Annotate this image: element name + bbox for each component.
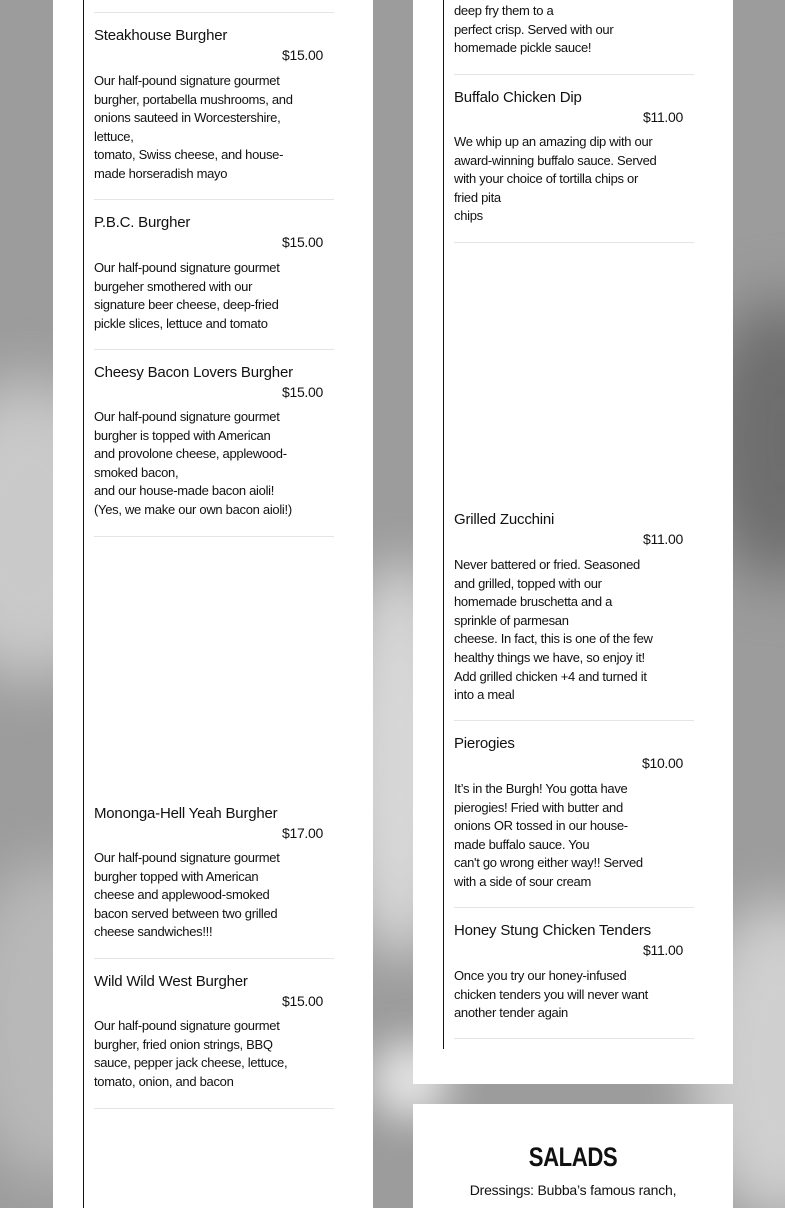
item-name: Grilled Zucchini <box>454 511 555 528</box>
item-description: It’s in the Burgh! You gotta have pierogies! Fried with butter and onions OR tossed in our house- made buffalo sauce. You can't go wrong either way!! Served with a side of sour cream <box>454 781 643 889</box>
appetizers-menu-card <box>413 0 733 1084</box>
section-subtitle: Dressings: Bubba’s famous ranch, <box>469 1182 677 1198</box>
item-divider <box>94 1108 334 1109</box>
item-divider <box>454 907 694 908</box>
item-description: Our half-pound signature gourmet burgher, portabella mushrooms, and onions sauteed in Worcestershire, lettuce, tomato, Swiss cheese, and house- made horseradish mayo <box>94 73 293 181</box>
item-name: P.B.C. Burgher <box>94 214 191 231</box>
item-name: Cheesy Bacon Lovers Burgher <box>94 364 293 381</box>
item-divider <box>454 242 694 243</box>
item-description: Our half-pound signature gourmet burgher is topped with American and provolone cheese, applewood- smoked bacon, and our house-made bacon aioli! (Yes, we make our own bacon aioli!) <box>94 409 292 517</box>
item-divider <box>94 349 334 350</box>
item-name: Wild Wild West Burgher <box>94 973 248 990</box>
item-description: Once you try our honey-infused chicken tenders you will never want another tender again <box>454 968 648 1021</box>
item-divider <box>454 1038 694 1039</box>
item-description: Our half-pound signature gourmet burgher, fried onion strings, BBQ sauce, pepper jack cheese, lettuce, tomato, onion, and bacon <box>94 1018 288 1089</box>
item-price: $17.00 <box>281 825 323 841</box>
item-description: Our half-pound signature gourmet burgher topped with American cheese and applewood-smoked bacon served between two grilled cheese sandwiches!!! <box>94 850 280 940</box>
item-divider <box>94 536 334 537</box>
item-price: $11.00 <box>643 531 683 547</box>
item-price: $11.00 <box>643 109 683 125</box>
burghers-menu-card <box>53 0 373 1208</box>
item-description-continued: deep fry them to a perfect crisp. Served with our homemade pickle sauce! <box>454 3 614 56</box>
item-description: We whip up an amazing dip with our award-winning buffalo sauce. Served with your choice of tortilla chips or fried pita chips <box>454 134 657 224</box>
item-name: Honey Stung Chicken Tenders <box>454 922 651 939</box>
item-description: Our half-pound signature gourmet burgeher smothered with our signature beer cheese, deep-fried pickle slices, lettuce and tomato <box>94 260 280 331</box>
item-price: $11.00 <box>643 942 683 958</box>
item-name: Buffalo Chicken Dip <box>454 89 582 106</box>
item-divider <box>454 720 694 721</box>
item-name: Pierogies <box>454 735 515 752</box>
item-divider <box>94 958 334 959</box>
item-price: $15.00 <box>281 384 323 400</box>
salads-menu-card <box>413 1104 733 1208</box>
section-title: SALADS <box>528 1142 618 1172</box>
item-name: Mononga-Hell Yeah Burgher <box>94 805 278 822</box>
item-divider <box>94 12 334 13</box>
item-divider <box>94 199 334 200</box>
item-price: $15.00 <box>281 47 323 63</box>
item-price: $15.00 <box>281 234 323 250</box>
item-price: $10.00 <box>641 755 683 771</box>
item-price: $15.00 <box>281 993 323 1009</box>
item-description: Never battered or fried. Seasoned and grilled, topped with our homemade bruschetta and a sprinkle of parmesan cheese. In fact, this is one of the few healthy things we have, so enjoy it! Add grilled chicken +4 and turned it into a meal <box>454 557 653 703</box>
column-rule <box>83 0 84 1208</box>
item-name: Steakhouse Burgher <box>94 27 228 44</box>
item-divider <box>454 74 694 75</box>
column-rule <box>443 0 444 1049</box>
